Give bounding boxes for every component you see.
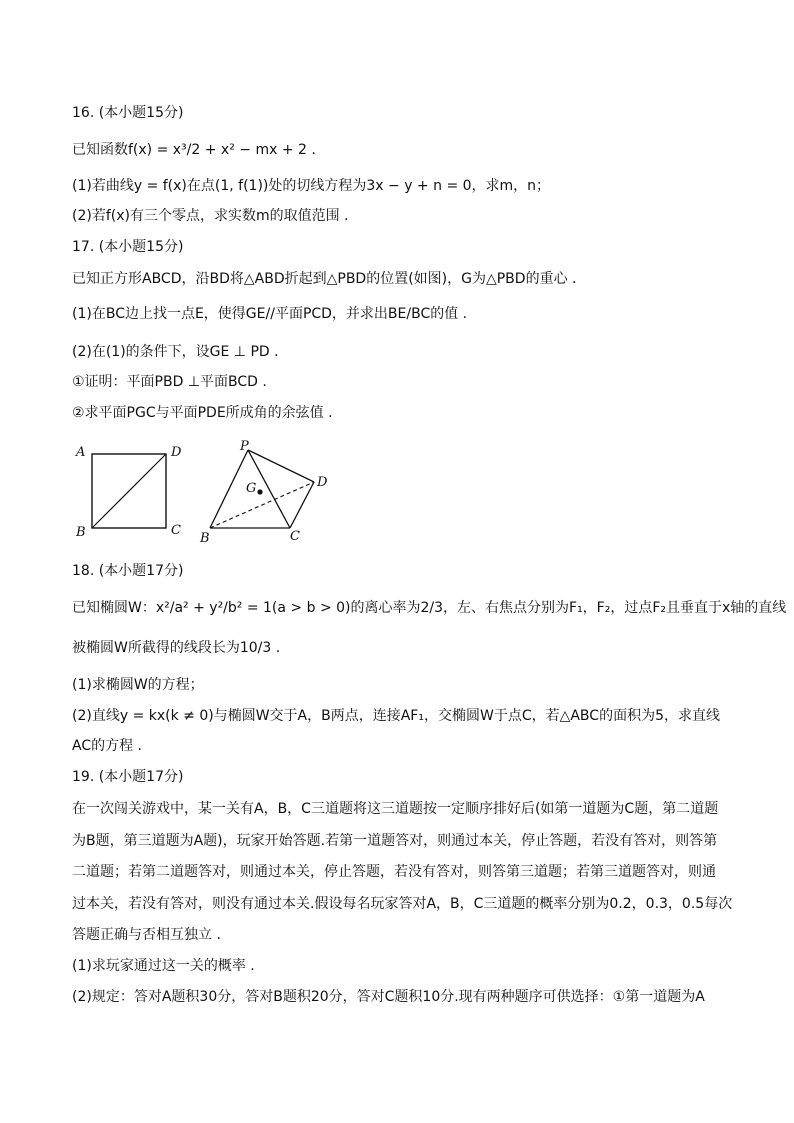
q17-part2-sub2: ②求平面PGC与平面PDE所成角的余弦值 .: [72, 405, 333, 421]
label-b2: B: [200, 531, 210, 546]
q19-stem-3: 二道题；若第二道题答对，则通过本关，停止答题，若没有答对，则答第三道题；若第三道题答对，则通: [72, 864, 716, 880]
diagonal-bd: [92, 454, 166, 528]
label-c: C: [171, 523, 181, 538]
q18-stem: 已知椭圆W：x²/a² + y²/b² = 1(a > b > 0)的离心率为2/3，左、右焦点分别为F₁，F₂，过点F₂且垂直于x轴的直线: [72, 600, 787, 616]
label-g: G: [246, 481, 257, 496]
q16-heading: 16. (本小题15分): [72, 105, 184, 121]
q18-heading: 18. (本小题17分): [72, 563, 184, 579]
label-d2: D: [317, 475, 328, 490]
q18-part1: (1)求椭圆W的方程；: [72, 677, 204, 693]
q17-heading: 17. (本小题15分): [72, 239, 184, 255]
q19-stem-1: 在一次闯关游戏中，某一关有A，B，C三道题将这三道题按一定顺序排好后(如第一道题为C题，第二道题: [72, 801, 719, 817]
q16-stem: 已知函数f(x) = x³/2 + x² − mx + 2 .: [72, 142, 316, 158]
q19-stem-4: 过本关，若没有答对，则没有通过本关.假设每名玩家答对A，B，C三道题的概率分别为0.2，0.3，0.5每次: [72, 896, 733, 912]
q18-part2-cont: AC的方程 .: [72, 738, 143, 754]
edge-pd: [248, 450, 314, 482]
q19-stem-5: 答题正确与否相互独立 .: [72, 927, 221, 943]
label-p: P: [240, 439, 249, 454]
q19-heading: 19. (本小题17分): [72, 769, 184, 785]
q16-part2: (2)若f(x)有三个零点，求实数m的取值范围 .: [72, 208, 349, 224]
edge-bd-hidden: [210, 482, 314, 528]
q17-part2-sub1: ①证明：平面PBD ⊥平面BCD .: [72, 374, 267, 390]
label-b: B: [76, 525, 86, 540]
q17-diagram: [70, 436, 360, 548]
edge-pb: [210, 450, 248, 528]
q19-part2: (2)规定：答对A题积30分，答对B题积20分，答对C题积10分.现有两种题序可供选择：①第一道题为A: [72, 989, 705, 1005]
q17-figures: [70, 436, 360, 548]
label-d: D: [171, 445, 182, 460]
q17-part2: (2)在(1)的条件下，设GE ⊥ PD .: [72, 344, 279, 360]
edge-cd: [290, 482, 314, 528]
q16-part1: (1)若曲线y = f(x)在点(1, f(1))处的切线方程为3x − y + n = 0，求m，n；: [72, 178, 551, 194]
label-a: A: [76, 445, 86, 460]
q17-stem: 已知正方形ABCD，沿BD将△ABD折起到△PBD的位置(如图)，G为△PBD的重心 .: [72, 271, 577, 287]
q17-part1: (1)在BC边上找一点E，使得GE//平面PCD，并求出BE/BC的值 .: [72, 306, 468, 322]
point-g: [257, 489, 262, 494]
q18-stem-cont: 被椭圆W所截得的线段长为10/3 .: [72, 640, 281, 656]
label-c2: C: [290, 529, 300, 544]
q18-part2: (2)直线y = kx(k ≠ 0)与椭圆W交于A，B两点，连接AF₁，交椭圆W于点C，若△ABC的面积为5，求直线: [72, 708, 720, 724]
q19-part1: (1)求玩家通过这一关的概率 .: [72, 958, 255, 974]
q19-stem-2: 为B题，第三道题为A题)，玩家开始答题.若第一道题答对，则通过本关，停止答题，若没有答对，则答第: [72, 833, 718, 849]
